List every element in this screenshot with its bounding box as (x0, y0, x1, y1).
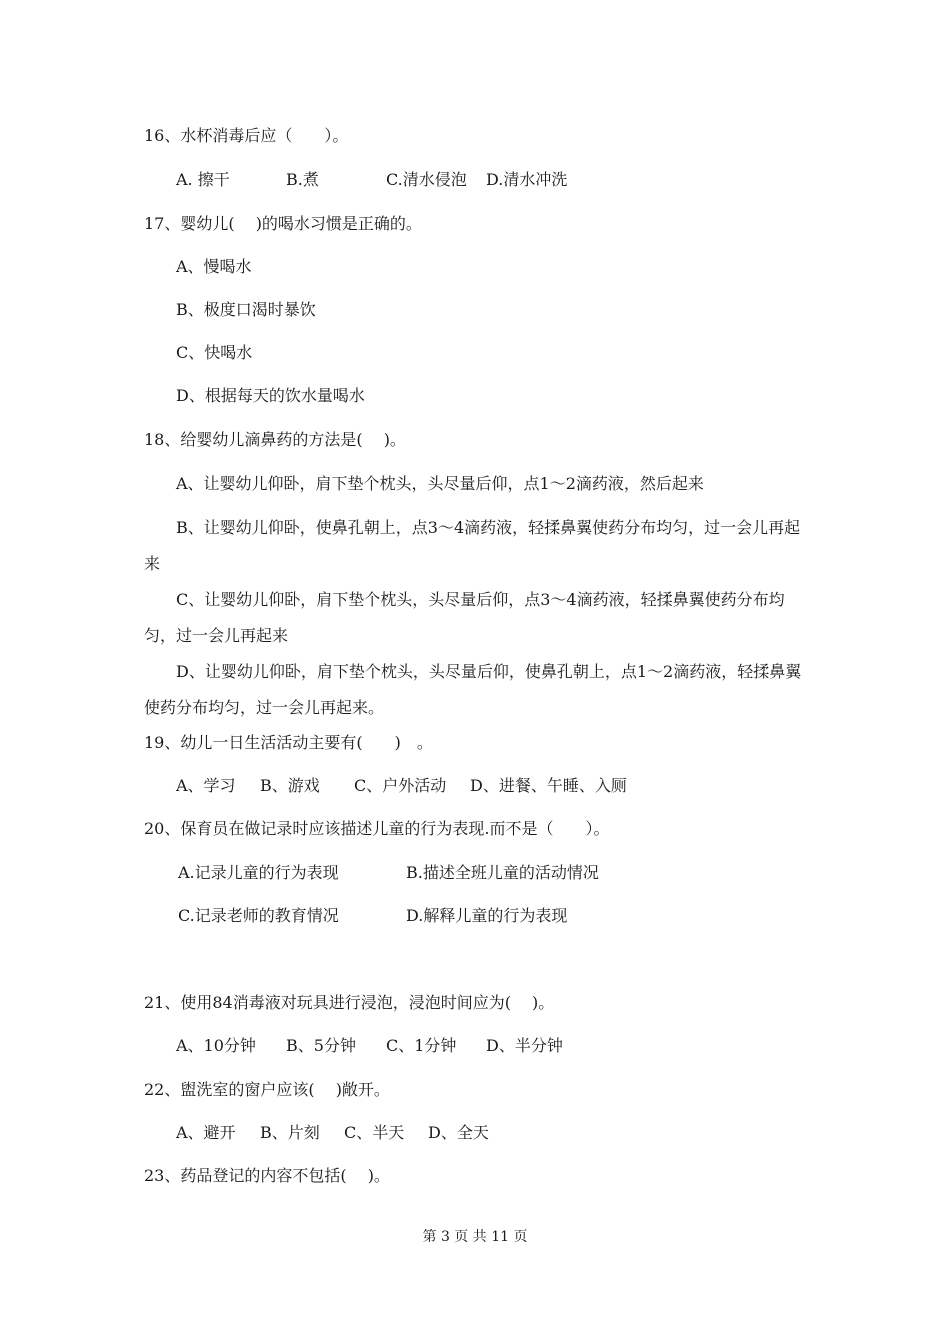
question-19-stem: 19、幼儿一日生活活动主要有( ) 。 (144, 733, 433, 752)
question-16-stem: 16、水杯消毒后应（ ）。 (144, 126, 349, 145)
question-20-stem: 20、保育员在做记录时应该描述儿童的行为表现.而不是（ ）。 (144, 819, 610, 838)
question-20-option-b: B.描述全班儿童的活动情况 (406, 863, 599, 882)
question-16-option-d: D.清水冲洗 (486, 170, 568, 189)
question-22-stem: 22、盥洗室的窗户应该( )敞开。 (144, 1080, 390, 1099)
question-21-option-d: D、半分钟 (486, 1036, 563, 1055)
question-17-option-d: D、根据每天的饮水量喝水 (176, 386, 365, 405)
question-20-option-c: C.记录老师的教育情况 (178, 906, 339, 925)
question-20-option-a: A.记录儿童的行为表现 (178, 863, 339, 882)
question-19-option-c: C、户外活动 (354, 776, 447, 795)
question-22-option-b: B、片刻 (260, 1123, 320, 1142)
question-18-option-a: A、让婴幼儿仰卧，肩下垫个枕头，头尽量后仰，点1～2滴药液，然后起来 (176, 474, 704, 493)
question-19-option-a: A、学习 (176, 776, 236, 795)
question-19-option-d: D、进餐、午睡、入厕 (470, 776, 627, 795)
question-22-option-c: C、半天 (344, 1123, 405, 1142)
question-18-option-b: B、让婴幼儿仰卧，使鼻孔朝上，点3～4滴药液，轻揉鼻翼使药分布均匀，过一会儿再起来 (144, 518, 801, 573)
question-22-option-d: D、全天 (428, 1123, 489, 1142)
question-21-option-c: C、1分钟 (386, 1036, 457, 1055)
question-23-stem: 23、药品登记的内容不包括( )。 (144, 1166, 390, 1185)
question-18-option-c: C、让婴幼儿仰卧，肩下垫个枕头，头尽量后仰，点3～4滴药液，轻揉鼻翼使药分布均匀，过一会儿再起来 (144, 590, 785, 645)
question-16-option-a: A. 擦干 (176, 170, 230, 189)
question-21-option-a: A、10分钟 (176, 1036, 256, 1055)
question-22-option-a: A、避开 (176, 1123, 236, 1142)
question-16-option-b: B.煮 (286, 170, 319, 189)
question-17-option-c: C、快喝水 (176, 343, 253, 362)
question-20-option-d: D.解释儿童的行为表现 (406, 906, 568, 925)
question-17-option-b: B、极度口渴时暴饮 (176, 300, 316, 319)
question-16-option-c: C.清水侵泡 (386, 170, 467, 189)
question-21-option-b: B、5分钟 (286, 1036, 356, 1055)
question-18-stem: 18、给婴幼儿滴鼻药的方法是( )。 (144, 430, 406, 449)
question-19-option-b: B、游戏 (260, 776, 320, 795)
question-17-option-a: A、慢喝水 (176, 257, 252, 276)
question-18-option-d: D、让婴幼儿仰卧，肩下垫个枕头，头尽量后仰，使鼻孔朝上，点1～2滴药液，轻揉鼻翼使药分布均匀，过一会儿再起来。 (144, 662, 802, 717)
question-17-stem: 17、婴幼儿( )的喝水习惯是正确的。 (144, 214, 422, 233)
question-21-stem: 21、使用84消毒液对玩具进行浸泡，浸泡时间应为( )。 (144, 993, 555, 1012)
page-number-footer: 第 3 页 共 11 页 (422, 1229, 528, 1245)
